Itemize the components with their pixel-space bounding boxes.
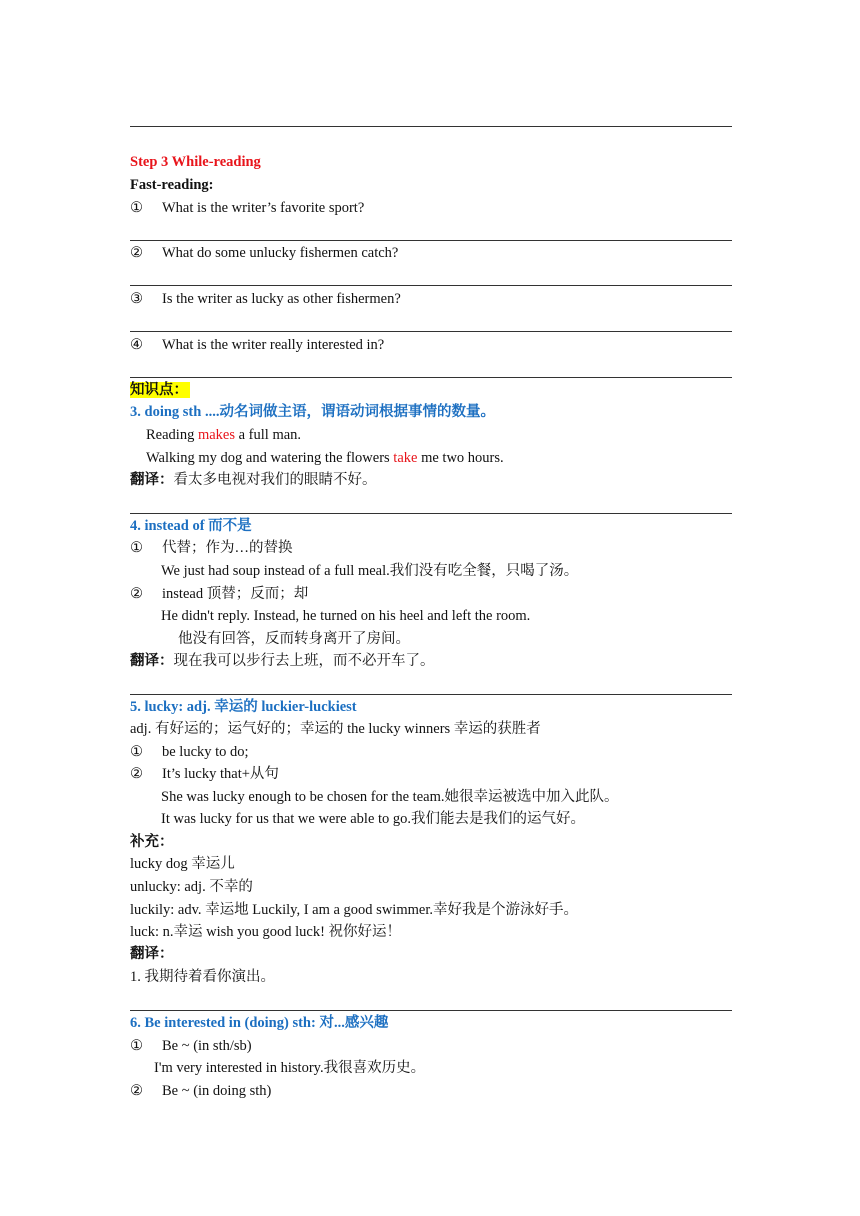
section-4-point-2 (130, 584, 308, 604)
section-5-point-2 (130, 764, 279, 784)
point-text: 代替；作为…的替换 (162, 540, 293, 556)
example-text: Reading (146, 427, 198, 443)
supplement-item: luckily: adv. 幸运地 Luckily, I am a good swimmer.幸好我是个游泳好手。 (130, 902, 578, 918)
answer-line (130, 285, 732, 286)
section-4-example-2: He didn't reply. Instead, he turned on his heel and left the room. (161, 608, 531, 624)
section-5-heading: 5. lucky: adj. 幸运的 luckier-luckiest (130, 699, 357, 715)
point-text: be lucky to do; (162, 744, 249, 760)
point-number: ① (130, 1038, 143, 1054)
top-rule (130, 126, 732, 127)
section-3-example-1 (130, 425, 301, 445)
supplement-item: unlucky: adj. 不幸的 (130, 879, 253, 895)
section-4-example-2-cn: 他没有回答，反而转身离开了房间。 (178, 631, 410, 647)
question-4 (130, 335, 384, 355)
answer-line (130, 513, 732, 514)
answer-line (130, 694, 732, 695)
section-6-heading: 6. Be interested in (doing) sth: 对...感兴趣 (130, 1015, 389, 1031)
highlighted-verb: makes (197, 427, 235, 443)
supplement-label: 补充： (130, 834, 174, 850)
answer-line (130, 240, 732, 241)
point-text: Be ~ (in doing sth) (162, 1083, 272, 1099)
section-3-translation (130, 470, 377, 490)
question-number: ③ (130, 291, 143, 307)
point-text: It’s lucky that+从句 (162, 766, 279, 782)
knowledge-label-line (130, 380, 190, 400)
answer-line (130, 331, 732, 332)
example-text: me two hours. (417, 450, 504, 466)
question-1 (130, 198, 364, 218)
section-4-point-1 (130, 538, 293, 558)
answer-line (130, 377, 732, 378)
question-text: What do some unlucky fishermen catch? (162, 245, 399, 261)
question-3 (130, 289, 401, 309)
point-text: Be ~ (in sth/sb) (162, 1038, 252, 1054)
section-5-example-2: It was lucky for us that we were able to go.我们能去是我们的运气好。 (161, 811, 586, 827)
section-6-point-1 (130, 1036, 252, 1056)
translation-text: 现在我可以步行去上班，而不必开车了。 (173, 653, 435, 669)
point-text: instead 顶替；反而；却 (162, 586, 309, 602)
question-2 (130, 243, 398, 263)
translation-text: 看太多电视对我们的眼睛不好。 (173, 472, 377, 488)
section-5-example-1: She was lucky enough to be chosen for the team.她很幸运被选中加入此队。 (161, 789, 619, 805)
point-number: ② (130, 1083, 143, 1099)
knowledge-label: 知识点： (130, 382, 188, 398)
question-text: Is the writer as lucky as other fishermen? (162, 291, 401, 307)
point-number: ② (130, 766, 143, 782)
section-4-heading: 4. instead of 而不是 (130, 518, 252, 534)
supplement-item: lucky dog 幸运儿 (130, 856, 235, 872)
fast-reading-label: Fast-reading: (130, 177, 214, 193)
section-4-translation (130, 651, 435, 671)
supplement-item: luck: n.幸运 wish you good luck! 祝你好运！ (130, 924, 402, 940)
question-text: What is the writer really interested in? (162, 337, 385, 353)
section-5-definition: adj. 有好运的；运气好的；幸运的 the lucky winners 幸运的获胜者 (130, 721, 541, 737)
section-6-example-1: I'm very interested in history.我很喜欢历史。 (154, 1060, 426, 1076)
translation-label: 翻译： (130, 946, 174, 962)
answer-line (130, 1010, 732, 1011)
step-title: Step 3 While-reading (130, 154, 261, 170)
section-6-point-2 (130, 1081, 271, 1101)
translation-item: 1. 我期待着看你演出。 (130, 969, 275, 985)
question-number: ② (130, 245, 143, 261)
translation-label: 翻译： (130, 653, 174, 669)
section-3-example-2 (130, 448, 504, 468)
highlighted-verb: take (393, 450, 418, 466)
point-number: ① (130, 744, 143, 760)
point-number: ② (130, 586, 143, 602)
question-number: ① (130, 200, 143, 216)
section-5-point-1 (130, 742, 249, 762)
point-number: ① (130, 540, 143, 556)
example-text: a full man. (235, 427, 302, 443)
example-text: Walking my dog and watering the flowers (146, 450, 394, 466)
translation-label: 翻译： (130, 472, 174, 488)
section-3-heading: 3. doing sth ....动名词做主语，谓语动词根据事情的数量。 (130, 404, 495, 420)
question-text: What is the writer’s favorite sport? (162, 200, 365, 216)
question-number: ④ (130, 337, 143, 353)
section-4-example-1: We just had soup instead of a full meal.我们没有吃全餐，只喝了汤。 (161, 563, 579, 579)
